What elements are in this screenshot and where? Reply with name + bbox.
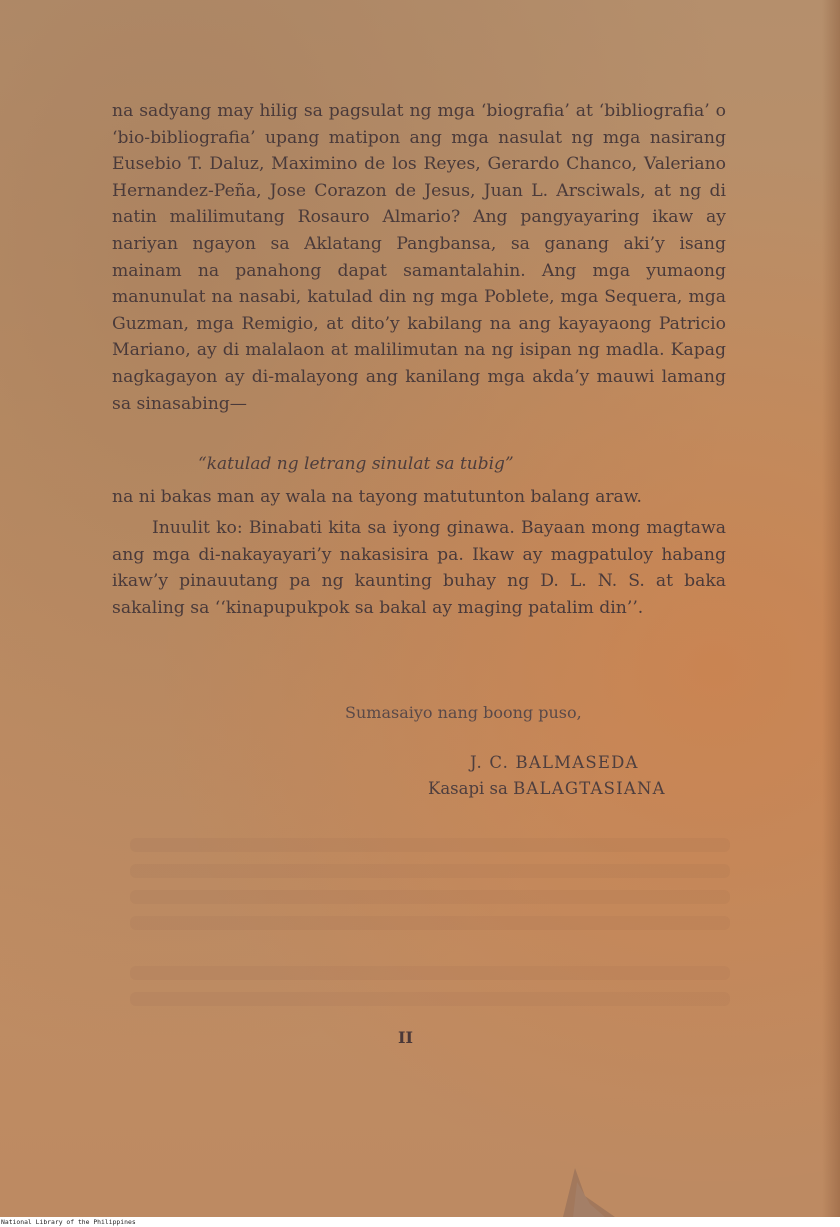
letter-paragraph-3: Inuulit ko: Binabati kita sa iyong ginawa. Bayaan mong magtawa ang mga di-nakayayari’y nakasisira pa. Ikaw ay magpatuloy habang ikaw’y pinauutang pa ng kaunting buhay ng D. L. N. S. at baka sakaling sa ‘‘kinapupukpok sa bakal ay maging patalim din’’.	[112, 518, 726, 618]
bleed-through-mark	[130, 916, 730, 930]
letter-quote: “katulad ng letrang sinulat sa tubig”	[198, 454, 514, 474]
letter-paragraph-2: na ni bakas man ay wala na tayong matutunton balang araw.	[112, 487, 642, 507]
footer-credit: National Library of the Philippines	[1, 1218, 136, 1226]
letter-paragraph-1: na sadyang may hilig sa pagsulat ng mga ‘biografia’ at ‘bibliografia’ o ‘bio-bibliografia’ upang matipon ang mga nasulat ng mga nasirang Eusebio T. Daluz, Maximino de los Reyes, Gerardo Chanco, Valeriano Hernandez-Peña, Jose Corazon de Jesus, Juan L. Arsciwals, at ng di natin malilimutang Rosauro Almario? Ang pangyayaring ikaw ay nariyan ngayon sa Aklatang Pangbansa, sa ganang aki’y isang mainam na panahong dapat samantalahin. Ang mga yumaong manunulat na nasabi, katulad din ng mga Poblete, mga Sequera, mga Guzman, mga Remigio, at dito’y kabilang na ang kayayaong Patricio Mariano, ay di malalaon at malilimutan na ng isipan ng madla. Kapag nagkagayon ay di-malayong ang kanilang mga akda’y mauwi lamang sa sinasabing—	[112, 101, 726, 414]
affiliation-prefix: Kasapi sa	[428, 779, 508, 798]
signer-name: J. C. BALMASEDA	[470, 753, 639, 772]
bleed-through-mark	[130, 890, 730, 904]
bleed-through-mark	[130, 864, 730, 878]
bleed-through-mark	[130, 966, 730, 980]
page-number: II	[398, 1028, 413, 1047]
letter-closing: Sumasaiyo nang boong puso,	[345, 703, 582, 722]
affiliation-organization: BALAGTASIANA	[513, 779, 666, 798]
paper-tear-mark	[545, 1160, 615, 1217]
page-edge-shadow	[822, 0, 840, 1217]
signer-affiliation	[428, 779, 666, 798]
bleed-through-mark	[130, 838, 730, 852]
bleed-through-mark	[130, 992, 730, 1006]
